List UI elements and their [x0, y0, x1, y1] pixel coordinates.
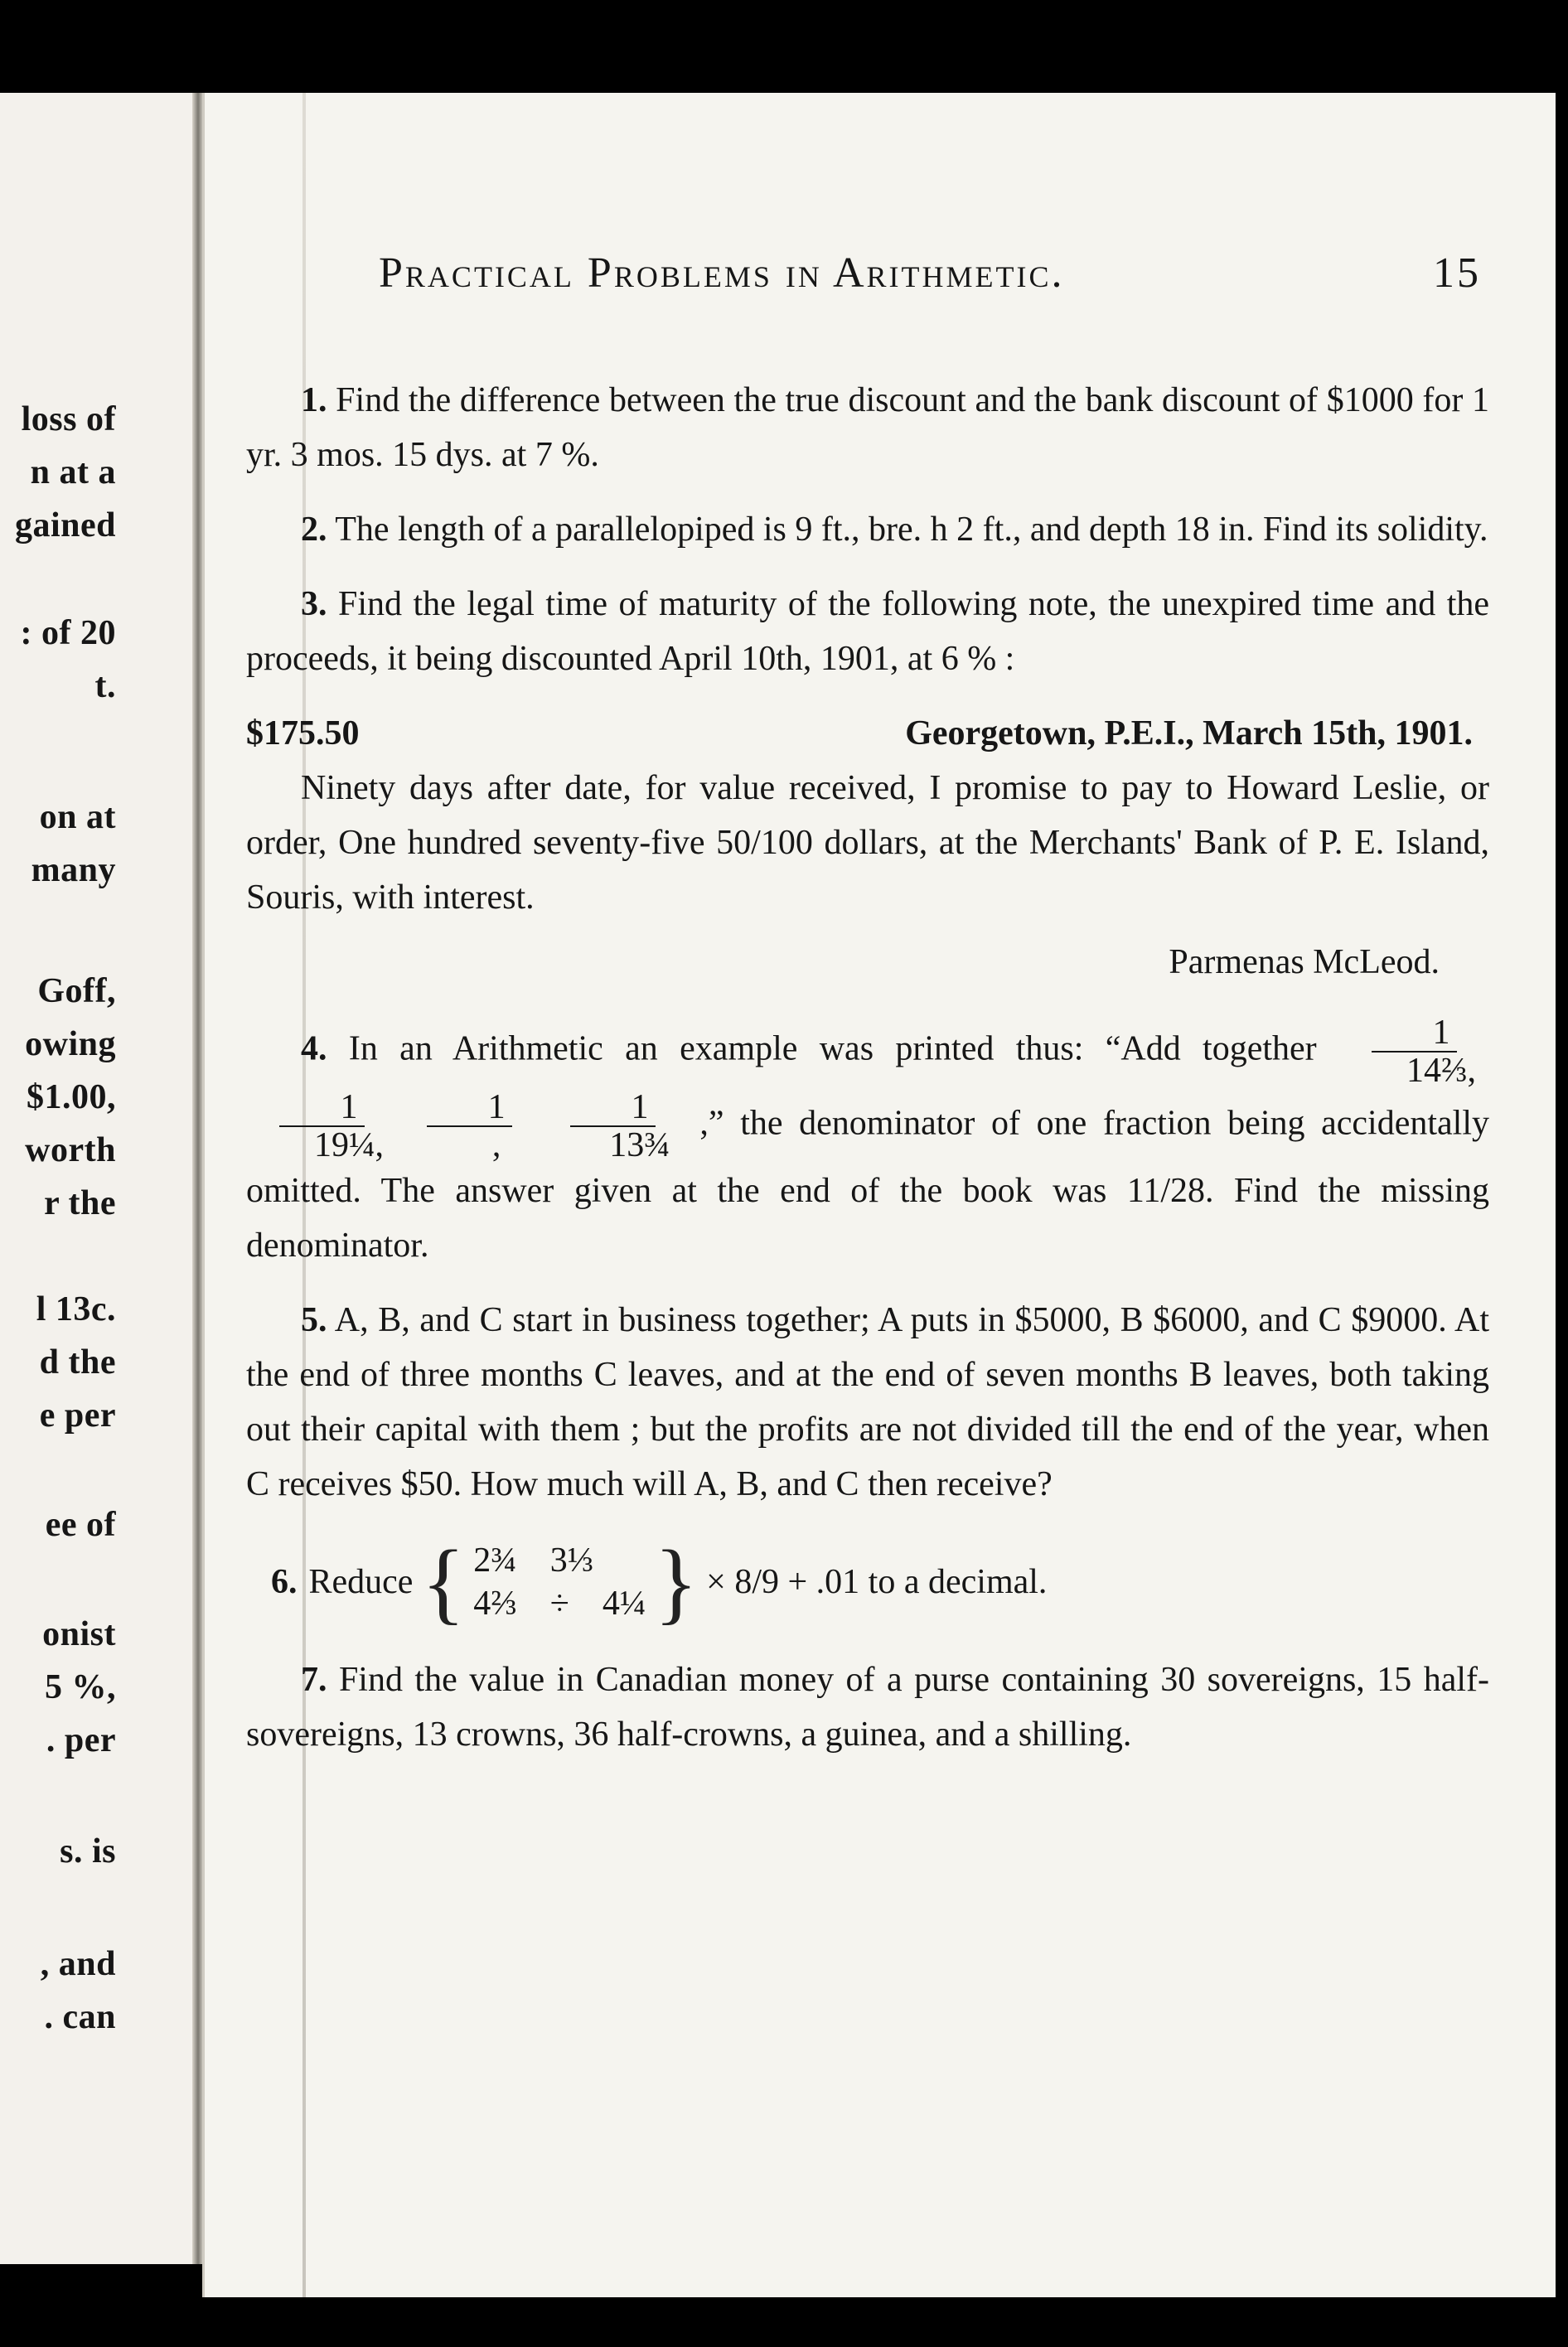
problem-number: 7.	[301, 1661, 327, 1699]
fraction-denominator: 13¾	[609, 1126, 670, 1164]
problem-number: 5.	[301, 1301, 327, 1339]
problem-text: Find the difference between the true discount and the bank discount of $1000 for 1 yr. 3 mos. 15 dys. at 7 %.	[246, 381, 1489, 474]
right-brace-icon: }	[654, 1532, 699, 1633]
fraction	[554, 1089, 670, 1164]
left-fragment: , and	[40, 1945, 116, 1983]
fraction-denominator: ,	[491, 1126, 501, 1164]
problem-text: Find the value in Canadian money of a purse containing 30 sovereigns, 15 half-sovereigns, 13 crowns, 36 half-crowns, a guinea, and a shilling.	[246, 1661, 1489, 1754]
fraction-denominator: 14⅔,	[1406, 1052, 1476, 1090]
problem-1	[246, 373, 1489, 482]
problem-tail: × 8/9 + .01 to a decimal.	[706, 1563, 1048, 1601]
fraction-denominator: 19¼,	[314, 1126, 384, 1164]
fraction-numerator: 1	[279, 1089, 365, 1127]
fraction	[259, 1089, 384, 1164]
left-fragment: Goff,	[37, 972, 116, 1010]
left-fragment: n at a	[30, 453, 116, 491]
problem-7	[246, 1653, 1489, 1762]
problem-text: ,” the denominator of one fraction being accidentally omitted. The answer given at the end of the book was 11/28. Find the missing denominator.	[246, 1104, 1490, 1265]
problem-text: A, B, and C start in business together; A puts in $5000, B $6000, and C $9000. At the end of three months C leaves, and at the end of seven months B leaves, both taking out their capital with them ; but the profits are not divided till the end of the year, when C receives $50. How much will A, B, and C then receive?	[246, 1301, 1489, 1503]
left-fragment: r the	[44, 1184, 116, 1222]
left-fragment: on at	[39, 798, 116, 836]
problem-lead: Reduce	[308, 1563, 414, 1601]
problem-5	[246, 1293, 1489, 1512]
running-header	[379, 249, 1481, 298]
note-header	[246, 706, 1489, 761]
left-fragment: owing	[25, 1025, 116, 1063]
right-page	[202, 93, 1556, 2297]
divide-operator: ÷	[549, 1585, 569, 1623]
note-signature: Parmenas McLeod.	[1169, 943, 1440, 981]
left-fragment: gained	[14, 506, 116, 544]
left-fragment: ee of	[45, 1506, 116, 1544]
compound-term: 2¾	[473, 1541, 517, 1580]
left-fragment: . per	[46, 1721, 116, 1759]
left-fragment: s. is	[60, 1832, 116, 1870]
left-fragment: loss of	[21, 400, 116, 438]
left-fragment: $1.00,	[27, 1078, 116, 1116]
compound-term: 4¼	[602, 1585, 646, 1623]
problem-6	[271, 1532, 1489, 1633]
compound-term: 4⅔	[473, 1585, 517, 1623]
problem-number: 6.	[271, 1563, 298, 1601]
left-fragment: l 13c.	[36, 1290, 116, 1328]
problem-text: Find the legal time of maturity of the following note, the unexpired time and the proceeds, it being discounted April 10th, 1901, at 6 % :	[246, 585, 1490, 678]
fraction-numerator: 1	[427, 1089, 512, 1127]
fraction	[1352, 1014, 1476, 1089]
left-brace-icon: {	[421, 1532, 466, 1633]
problem-number: 3.	[301, 585, 327, 623]
problem-intro: In an Arithmetic an example was printed thus: “Add together	[348, 1029, 1317, 1068]
fraction-missing	[427, 1089, 512, 1164]
compound-bottom-row	[473, 1582, 646, 1625]
problem-number: 2.	[301, 511, 327, 549]
problem-text: The length of a parallelopiped is 9 ft., bre. h 2 ft., and depth 18 in. Find its solidity.	[335, 511, 1488, 549]
problem-2	[246, 502, 1489, 557]
problems-list	[246, 373, 1489, 1782]
fraction-numerator: 1	[1372, 1014, 1457, 1053]
note-amount: $175.50	[246, 714, 360, 752]
left-fragment: onist	[42, 1615, 116, 1653]
problem-number: 1.	[301, 381, 327, 419]
problem-number: 4.	[301, 1029, 327, 1068]
left-fragment: t.	[94, 667, 116, 705]
left-fragment: worth	[25, 1131, 116, 1169]
fraction-numerator: 1	[570, 1089, 656, 1127]
page-title: Practical Problems in Arithmetic.	[379, 249, 1065, 297]
compound-term: 3⅓	[549, 1541, 594, 1580]
left-fragment: d the	[39, 1343, 116, 1382]
left-fragment: e per	[39, 1396, 116, 1435]
page-number: 15	[1433, 249, 1481, 297]
compound-top-row	[473, 1539, 646, 1582]
left-fragment: many	[31, 851, 116, 889]
problem-3	[246, 577, 1489, 686]
compound-fraction	[473, 1539, 646, 1625]
left-page	[0, 93, 196, 2264]
left-fragment: : of 20	[20, 614, 116, 652]
left-fragment: 5 %,	[45, 1668, 116, 1706]
note-body: Ninety days after date, for value received, I promise to pay to Howard Leslie, or order, One hundred seventy-five 50/100 dollars, at the Merchants' Bank of P. E. Island, Souris, with interest.	[246, 769, 1489, 917]
note-place-date: Georgetown, P.E.I., March 15th, 1901.	[905, 714, 1473, 752]
problem-4	[246, 1014, 1489, 1273]
left-fragment: . can	[44, 1998, 116, 2036]
